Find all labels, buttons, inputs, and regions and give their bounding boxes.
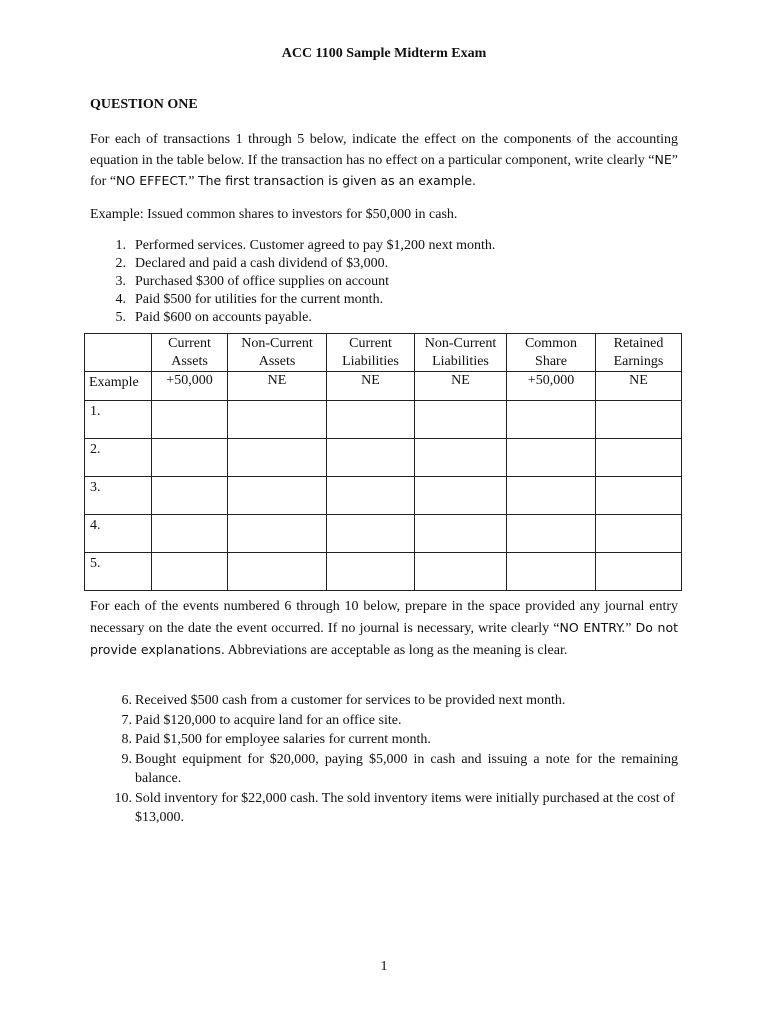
row-label: 5. — [85, 553, 152, 591]
column-header: Retained Earnings — [596, 334, 682, 372]
first-example-note: The first transaction is given as an example. — [197, 173, 477, 188]
table-cell: +50,000 — [507, 372, 596, 401]
answer-cell[interactable] — [415, 477, 507, 515]
answer-cell[interactable] — [228, 401, 327, 439]
table-cell: +50,000 — [152, 372, 228, 401]
corner-cell — [85, 334, 152, 372]
answer-cell[interactable] — [415, 553, 507, 591]
row-label: 3. — [85, 477, 152, 515]
answer-cell[interactable] — [596, 439, 682, 477]
list-item: 5. Paid $600 on accounts payable. — [115, 310, 312, 325]
answer-cell[interactable] — [228, 439, 327, 477]
page-number: 1 — [380, 959, 388, 974]
no-explanations-note: Do not provide explanations. — [90, 620, 678, 657]
no-entry-text: NO ENTRY. — [559, 620, 626, 635]
answer-cell[interactable] — [507, 477, 596, 515]
table-row — [85, 477, 682, 515]
answer-cell[interactable] — [327, 439, 415, 477]
column-header: Current Liabilities — [327, 334, 415, 372]
answer-cell[interactable] — [152, 477, 228, 515]
answer-cell[interactable] — [507, 515, 596, 553]
accounting-equation-table — [84, 333, 682, 591]
table-row — [85, 553, 682, 591]
list-item: 9. Bought equipment for $20,000, paying $5,000 in cash and issuing a note for the remaining balance. — [121, 751, 678, 786]
table-cell: NE — [596, 372, 682, 401]
event-list — [90, 691, 678, 828]
table-cell: NE — [415, 372, 507, 401]
no-effect-text: NO EFFECT. — [116, 173, 189, 188]
answer-cell[interactable] — [507, 553, 596, 591]
list-item: 4. Paid $500 for utilities for the current month. — [115, 292, 384, 307]
answer-cell[interactable] — [596, 401, 682, 439]
table-row — [85, 439, 682, 477]
answer-cell[interactable] — [327, 477, 415, 515]
table-row — [85, 401, 682, 439]
answer-cell[interactable] — [596, 553, 682, 591]
journal-instructions-paragraph: For each of the events numbered 6 through 10 below, prepare in the space provided any journal entry necessary on the date the event occurred. If no journal is necessary, write clearly “NO ENTRY.” Do not provide explanations. Abbreviations are acceptable as long as the meaning is clear. — [90, 599, 678, 658]
table-row — [85, 372, 682, 401]
answer-cell[interactable] — [507, 439, 596, 477]
answer-cell[interactable] — [327, 515, 415, 553]
answer-cell[interactable] — [152, 401, 228, 439]
answer-cell[interactable] — [507, 401, 596, 439]
row-label: Example — [85, 372, 152, 401]
row-label: 1. — [85, 401, 152, 439]
instructions-text-3: ” — [188, 174, 198, 189]
table-header-row — [85, 334, 682, 372]
column-header: Common Share — [507, 334, 596, 372]
list-item: 2. Declared and paid a cash dividend of $3,000. — [115, 256, 389, 271]
list-item: 1. Performed services. Customer agreed to pay $1,200 next month. — [115, 238, 496, 253]
table-row — [85, 515, 682, 553]
answer-cell[interactable] — [327, 553, 415, 591]
question-heading: QUESTION ONE — [90, 97, 198, 112]
list-item: 6. Received $500 cash from a customer for services to be provided next month. — [121, 693, 566, 708]
column-header: Non-Current Assets — [228, 334, 327, 372]
list-item: 10. Sold inventory for $22,000 cash. The sold inventory items were initially purchased at the cost of $13,000. — [114, 790, 675, 825]
column-header: Non-Current Liabilities — [415, 334, 507, 372]
answer-cell[interactable] — [228, 477, 327, 515]
list-item: 7. Paid $120,000 to acquire land for an office site. — [121, 712, 402, 728]
list-item: 3. Purchased $300 of office supplies on account — [115, 274, 390, 289]
instructions-text-2: ” for “ — [90, 153, 678, 189]
column-header: Current Assets — [152, 334, 228, 372]
ne-code: NE — [654, 152, 672, 167]
row-label: 2. — [85, 439, 152, 477]
answer-cell[interactable] — [152, 553, 228, 591]
answer-cell[interactable] — [596, 515, 682, 553]
answer-cell[interactable] — [327, 401, 415, 439]
answer-cell[interactable] — [415, 401, 507, 439]
answer-cell[interactable] — [415, 515, 507, 553]
example-transaction: Example: Issued common shares to investors for $50,000 in cash. — [90, 207, 458, 222]
answer-cell[interactable] — [228, 553, 327, 591]
table-cell: NE — [327, 372, 415, 401]
row-label: 4. — [85, 515, 152, 553]
answer-cell[interactable] — [152, 439, 228, 477]
table-cell: NE — [228, 372, 327, 401]
transaction-list — [90, 237, 678, 327]
page-title: ACC 1100 Sample Midterm Exam — [281, 46, 487, 61]
answer-cell[interactable] — [228, 515, 327, 553]
list-item: 8. Paid $1,500 for employee salaries for current month. — [121, 732, 431, 747]
instructions-paragraph — [90, 130, 678, 192]
answer-cell[interactable] — [596, 477, 682, 515]
instructions-text: For each of transactions 1 through 5 below, indicate the effect on the components of the accounting equation in the table below. If the transaction has no effect on a particular component, write clearly “ — [90, 132, 678, 168]
answer-cell[interactable] — [152, 515, 228, 553]
answer-cell[interactable] — [415, 439, 507, 477]
